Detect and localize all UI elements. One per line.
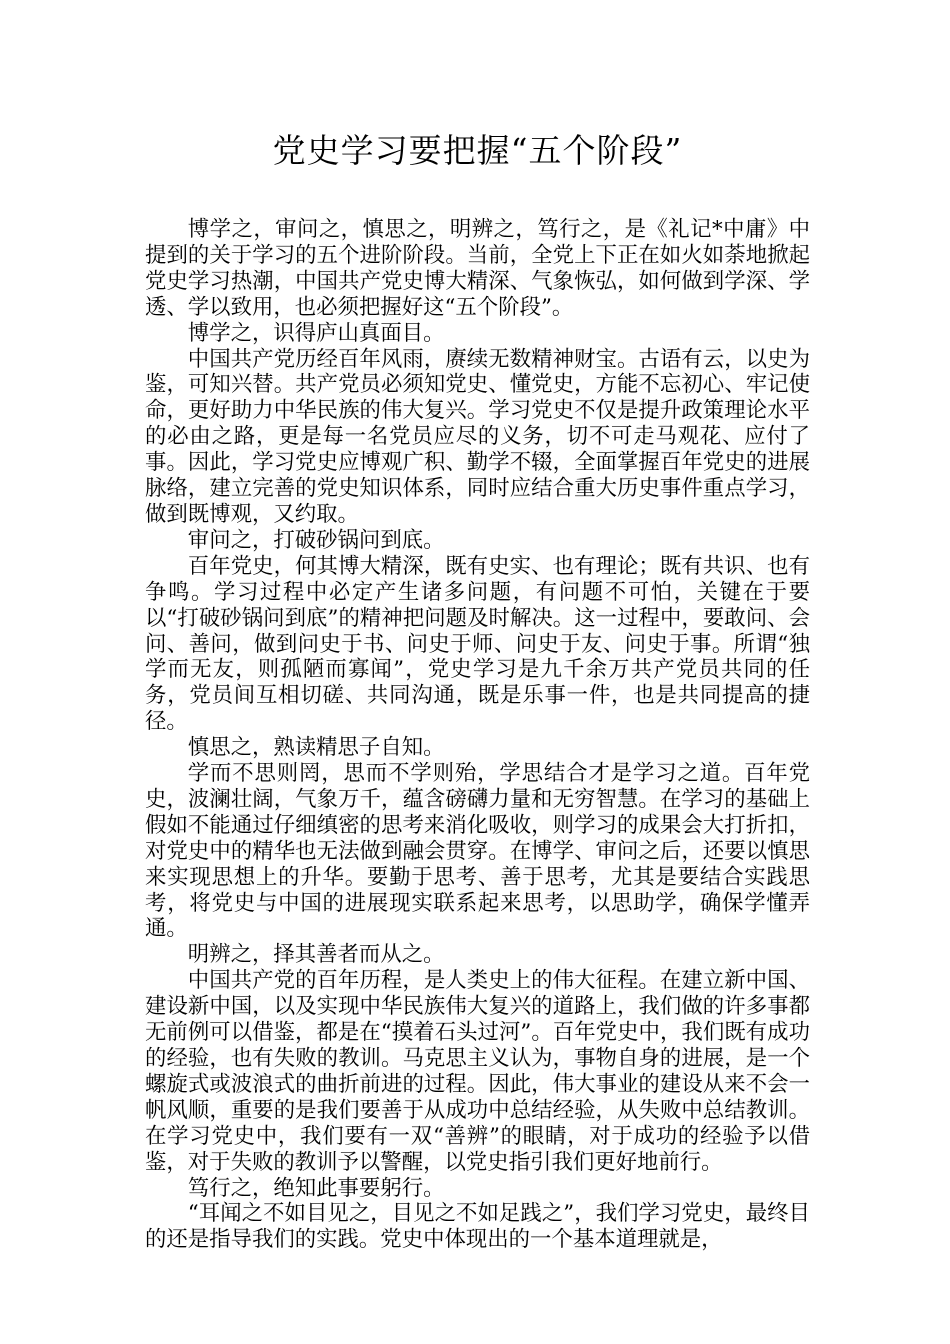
paragraph-heading-shensi: 慎思之，熟读精思子自知。	[187, 735, 445, 761]
paragraph-heading-boxue: 博学之，识得庐山真面目。	[187, 320, 445, 346]
paragraph-heading-mingbian: 明辨之，择其善者而从之。	[187, 942, 445, 968]
paragraph-duxing: “耳闻之不如目见之，目见之不如足践之”，我们学习党史，最终目的还是指导我们的实践。党史中体现出的一个基本道理就是，	[145, 1201, 810, 1253]
paragraph-heading-shenwen: 审问之，打破砂锅问到底。	[187, 527, 445, 553]
paragraph-shensi: 学而不思则罔，思而不学则殆，学思结合才是学习之道。百年党史，波澜壮阔，气象万千，蕴含磅礴力量和无穷智慧。在学习的基础上假如不能通过仔细缜密的思考来消化吸收，则学习的成果会大打折扣，对党史中的精华也无法做到融会贯穿。在博学、审问之后，还要以慎思来实现思想上的升华。要勤于思考、善于思考，尤其是要结合实践思考，将党史与中国的进展现实联系起来思考，以思助学，确保学懂弄通。	[145, 761, 810, 942]
paragraph-shenwen: 百年党史，何其博大精深，既有史实、也有理论；既有共识、也有争鸣。学习过程中必定产生诸多问题，有问题不可怕，关键在于要以“打破砂锅问到底”的精神把问题及时解决。这一过程中，要敢问、会问、善问，做到问史于书、问史于师、问史于友、问史于事。所谓“独学而无友，则孤陋而寡闻”，党史学习是九千余万共产党员共同的任务，党员间互相切磋、共同沟通，既是乐事一件，也是共同提高的捷径。	[145, 553, 810, 735]
document-title: 党史学习要把握“五个阶段”	[272, 131, 683, 170]
document-page	[145, 128, 810, 1253]
paragraph-intro: 博学之，审问之，慎思之，明辨之，笃行之，是《礼记*中庸》中提到的关于学习的五个进阶阶段。当前，全党上下正在如火如荼地掀起党史学习热潮，中国共产党史博大精深、气象恢弘，如何做到学深、学透、学以致用，也必须把握好这“五个阶段”。	[145, 217, 810, 320]
paragraph-boxue: 中国共产党历经百年风雨，赓续无数精神财宝。古语有云，以史为鉴，可知兴替。共产党员必须知党史、懂党史，方能不忘初心、牢记使命，更好助力中华民族的伟大复兴。学习党史不仅是提升政策理论水平的必由之路，更是每一名党员应尽的义务，切不可走马观花、应付了事。因此，学习党史应博观广积、勤学不辍，全面掌握百年党史的进展脉络，建立完善的党史知识体系，同时应结合重大历史事件重点学习，做到既博观，又约取。	[145, 346, 810, 527]
document-body	[145, 217, 810, 1253]
paragraph-heading-duxing: 笃行之，绝知此事要躬行。	[187, 1175, 445, 1201]
paragraph-mingbian: 中国共产党的百年历程，是人类史上的伟大征程。在建立新中国、建设新中国，以及实现中华民族伟大复兴的道路上，我们做的许多事都无前例可以借鉴，都是在“摸着石头过河”。百年党史中，我们既有成功的经验，也有失败的教训。马克思主义认为，事物自身的进展，是一个螺旋式或波浪式的曲折前进的过程。因此，伟大事业的建设从来不会一帆风顺，重要的是我们要善于从成功中总结经验，从失败中总结教训。在学习党史中，我们要有一双“善辨”的眼睛，对于成功的经验予以借鉴，对于失败的教训予以警醒，以党史指引我们更好地前行。	[145, 968, 810, 1175]
